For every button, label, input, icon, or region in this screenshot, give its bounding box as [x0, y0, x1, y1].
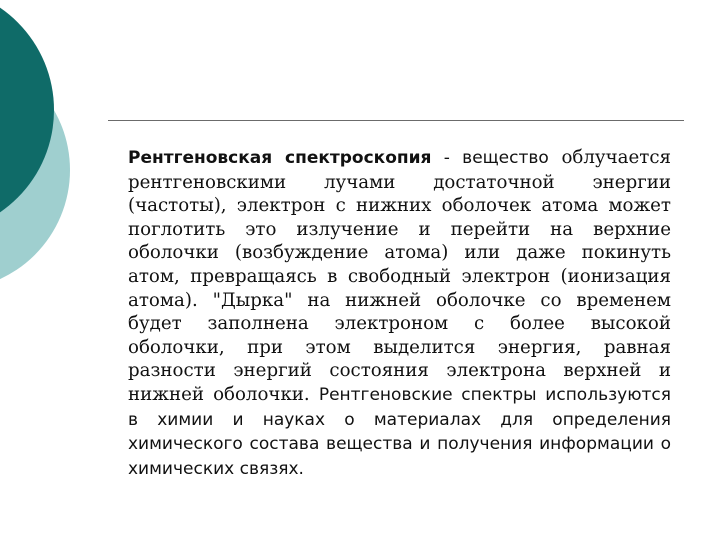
body-paragraph [128, 146, 671, 481]
paragraph-body: облучается рентгеновскими лучами достаточной энергии (частоты), электрон с нижних оболочек атома может поглотить это излучение и перейти на верхние оболочки (возбуждение атома) или даже покинуть атом, превращаясь в свободный электрон (ионизация атома). "Дырка" на нижней оболочке со временем будет заполнена электроном с более высокой оболочки, при этом выделится энергия, равная разности энергий состояния электрона верхней и нижней оболочки. [128, 147, 671, 405]
paragraph-lead: вещество [462, 148, 549, 168]
term-heading: Рентгеновская спектроскопия [128, 148, 432, 168]
title-divider-line [108, 120, 684, 121]
term-separator: - [431, 148, 463, 168]
paragraph-tail: Рентгеновские спектры используются в химии и науках о материалах для определения химического состава вещества и получения информации о химических связях. [128, 384, 671, 479]
decorative-circles [0, 0, 120, 300]
